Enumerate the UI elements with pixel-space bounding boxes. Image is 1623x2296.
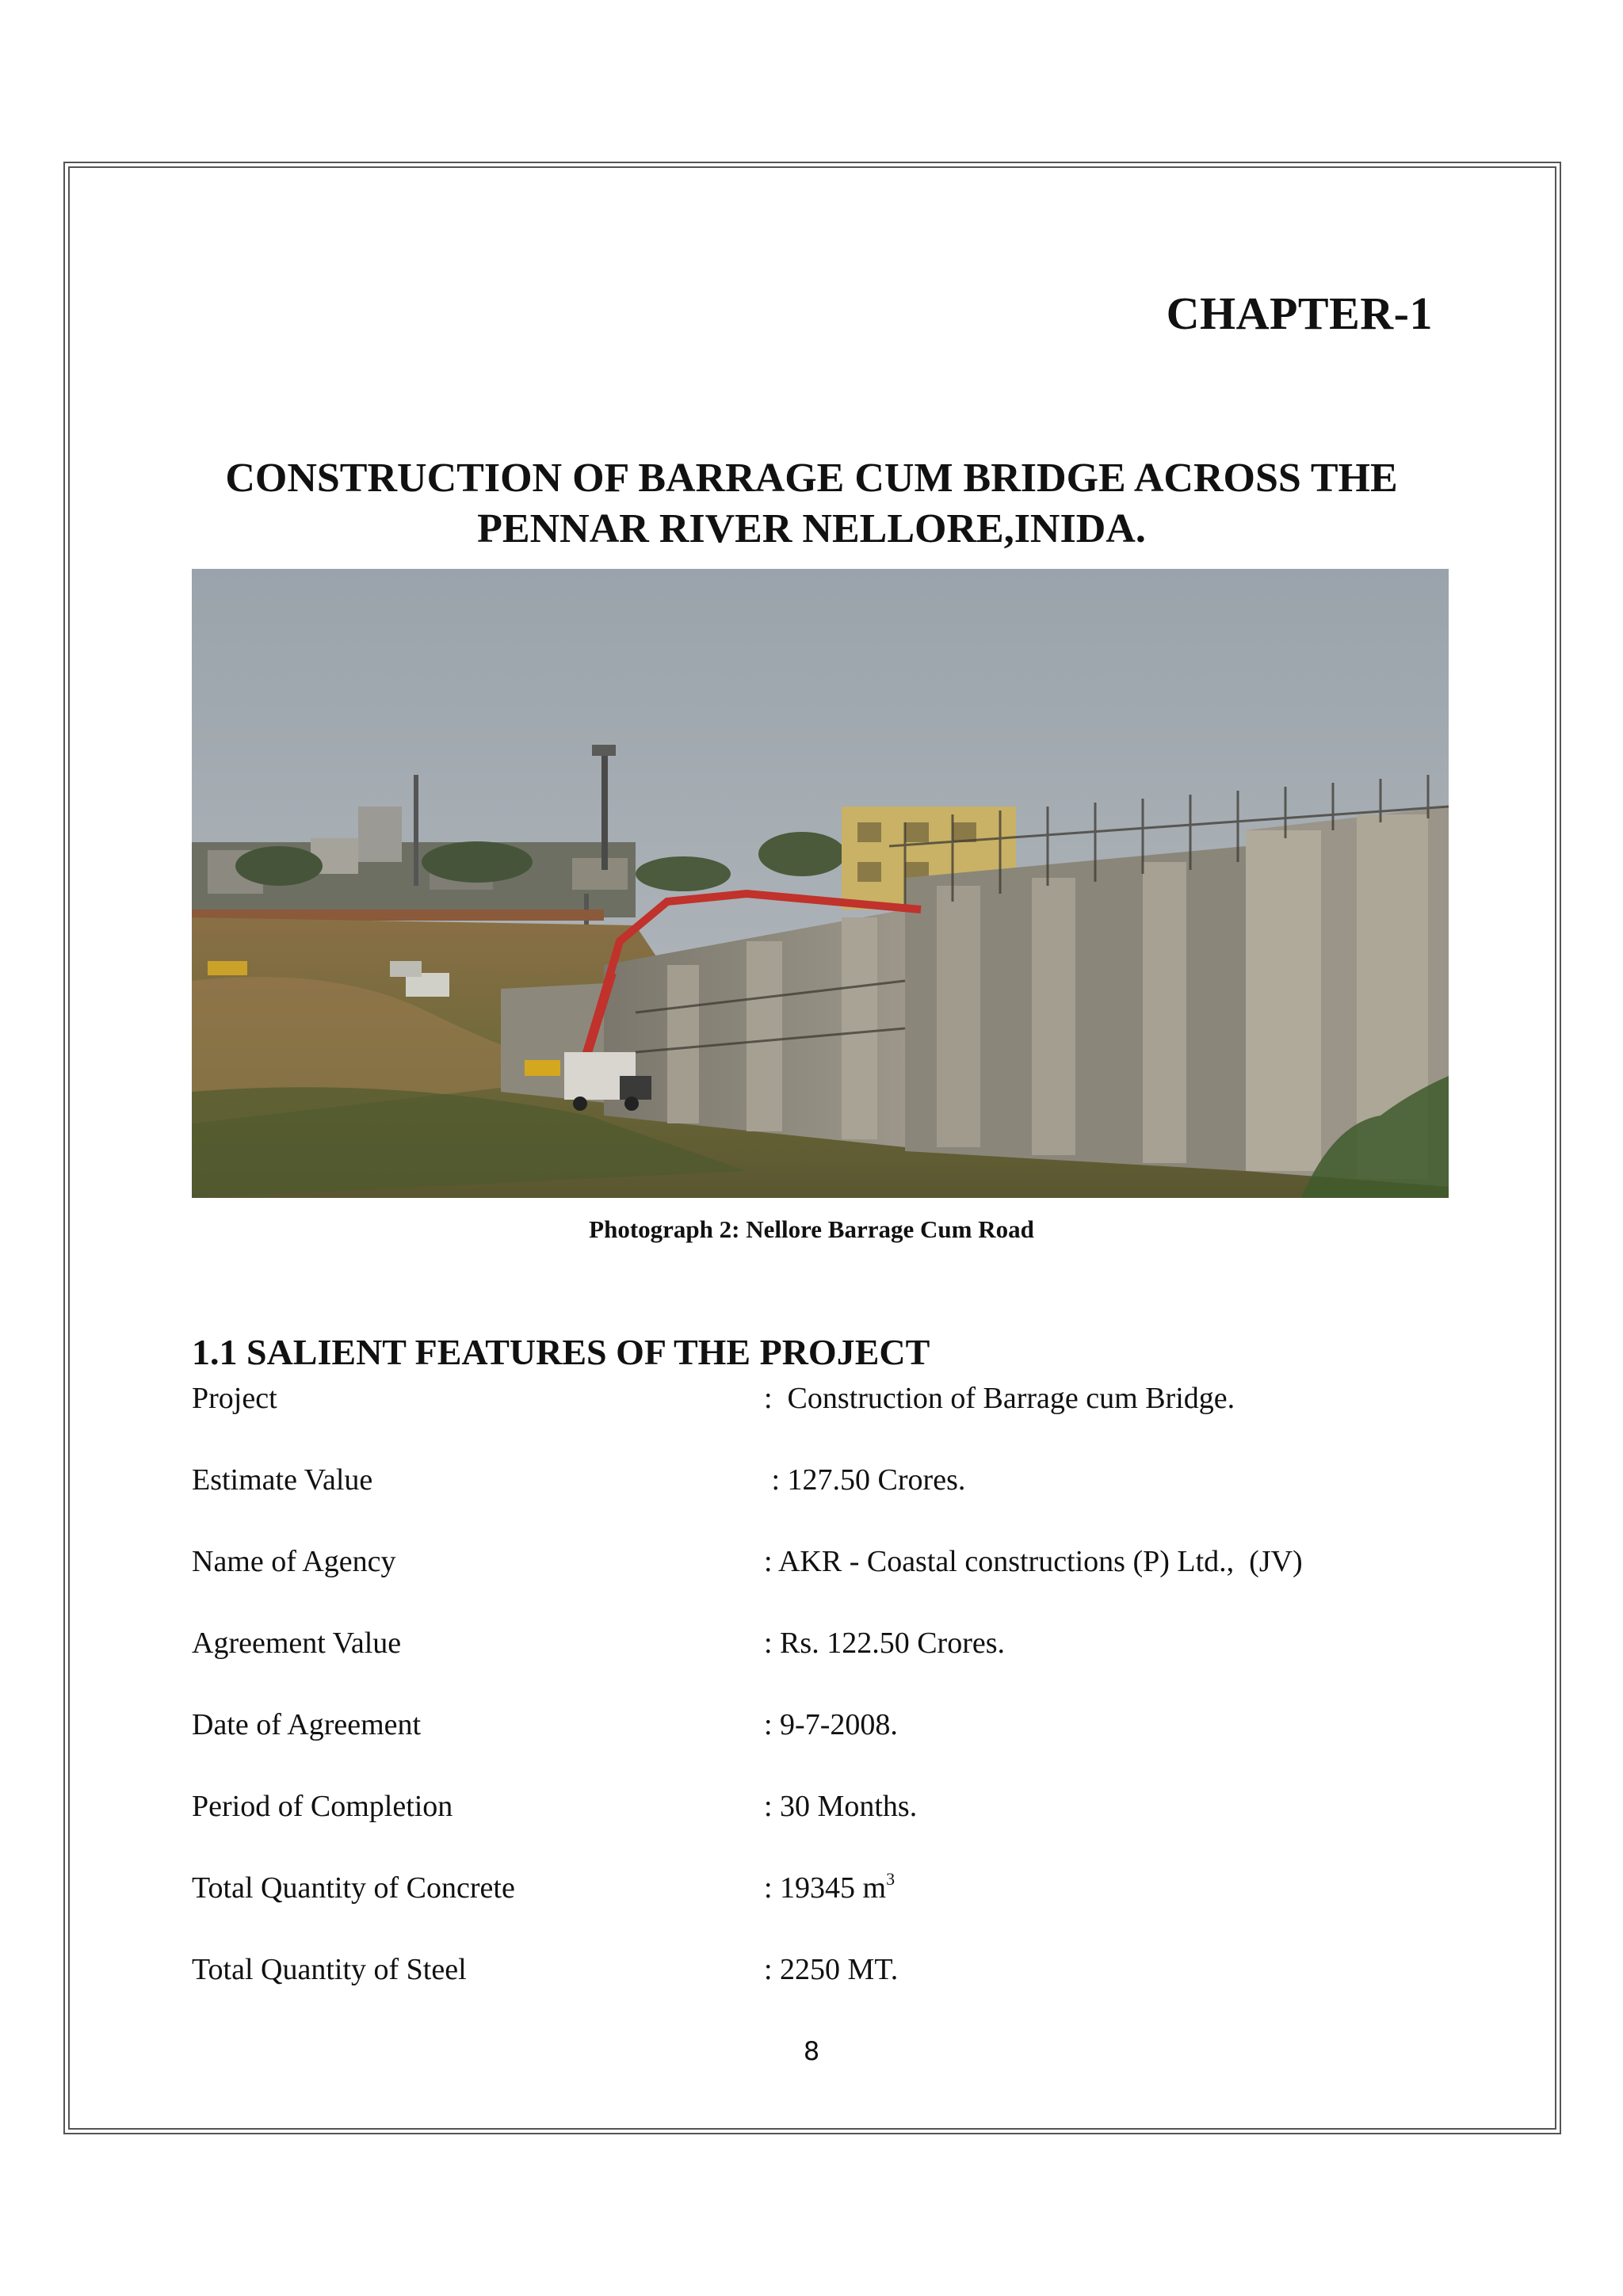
feature-value: : AKR - Coastal constructions (P) Ltd., (JV) bbox=[764, 1545, 1303, 1578]
feature-row-agreement-value bbox=[192, 1623, 1460, 1663]
feature-row-project bbox=[192, 1379, 1460, 1418]
unit-superscript: 3 bbox=[886, 1869, 896, 1889]
feature-value: : Rs. 122.50 Crores. bbox=[764, 1627, 1005, 1660]
feature-label: Total Quantity of Concrete bbox=[192, 1871, 515, 1905]
feature-row-date-of-agreement bbox=[192, 1705, 1460, 1745]
feature-label: Period of Completion bbox=[192, 1790, 453, 1823]
feature-label: Project bbox=[192, 1382, 277, 1415]
feature-row-estimate-value bbox=[192, 1460, 1460, 1500]
feature-value: : Construction of Barrage cum Bridge. bbox=[764, 1382, 1235, 1415]
feature-label: Total Quantity of Steel bbox=[192, 1953, 467, 1986]
feature-value-text: : 19345 m bbox=[764, 1871, 887, 1905]
feature-value bbox=[764, 1868, 895, 1908]
chapter-heading: CHAPTER-1 bbox=[1166, 288, 1433, 339]
section-heading: 1.1 SALIENT FEATURES OF THE PROJECT bbox=[192, 1332, 930, 1372]
document-title bbox=[158, 453, 1465, 555]
feature-value: : 30 Months. bbox=[764, 1790, 918, 1823]
title-line-2: PENNAR RIVER NELLORE,INIDA. bbox=[477, 506, 1146, 551]
feature-label: Date of Agreement bbox=[192, 1708, 422, 1741]
feature-label: Name of Agency bbox=[192, 1545, 396, 1578]
feature-value: : 127.50 Crores. bbox=[764, 1463, 966, 1497]
feature-label: Estimate Value bbox=[192, 1463, 373, 1497]
feature-label: Agreement Value bbox=[192, 1627, 402, 1660]
construction-photo bbox=[192, 569, 1449, 1198]
feature-value: : 9-7-2008. bbox=[764, 1708, 898, 1741]
photo-caption: Photograph 2: Nellore Barrage Cum Road bbox=[589, 1215, 1034, 1243]
title-line-1: CONSTRUCTION OF BARRAGE CUM BRIDGE ACROSS THE bbox=[225, 456, 1398, 501]
page-number: 8 bbox=[803, 2036, 820, 2066]
feature-row-steel bbox=[192, 1950, 1460, 1989]
feature-row-period-of-completion bbox=[192, 1787, 1460, 1826]
feature-row-concrete bbox=[192, 1868, 1460, 1908]
feature-row-agency bbox=[192, 1542, 1460, 1581]
feature-value: : 2250 MT. bbox=[764, 1953, 899, 1986]
